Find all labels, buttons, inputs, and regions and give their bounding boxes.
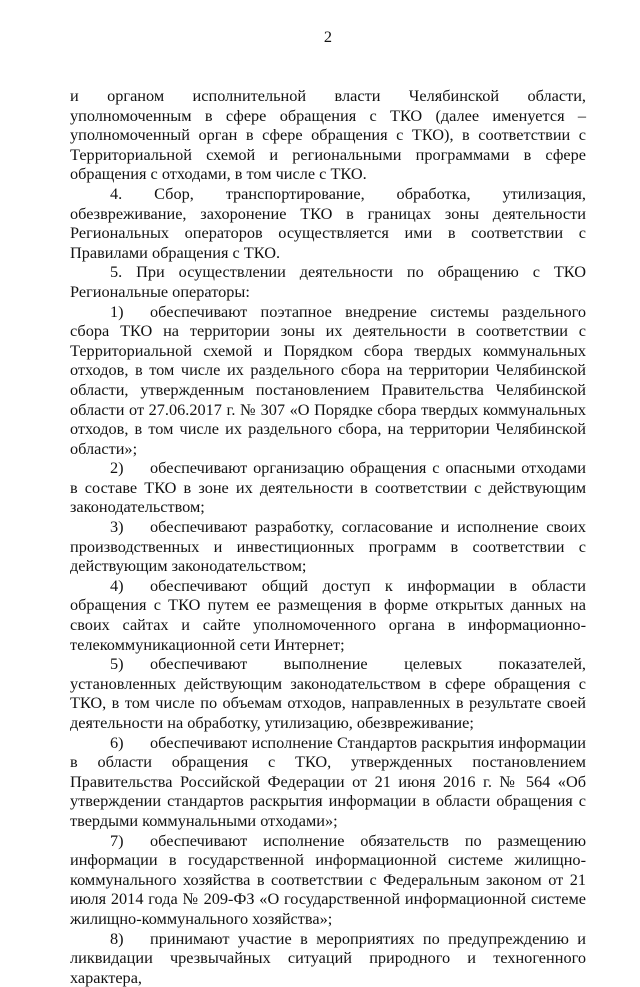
list-item-text: обеспечивают исполнение обязательств по размещению информации в государственной информационной системе жилищно-коммунального хозяйства в соответствии с Федеральным законом от 21 июля 2014 года № 209-ФЗ «О государственной информационной системе жилищно-коммунального хозяйства»; <box>70 830 586 928</box>
paragraph-text: 5. При осуществлении деятельности по обращению с ТКО Региональные операторы: <box>70 262 586 301</box>
list-item-1 <box>70 302 586 459</box>
list-number: 1) <box>110 301 124 321</box>
list-number: 8) <box>110 928 124 948</box>
paragraph-4 <box>70 184 586 262</box>
list-number: 6) <box>110 732 124 752</box>
list-item-text: обеспечивают поэтапное внедрение системы раздельного сбора ТКО на территории зоны их деятельности в соответствии с Территориальной схемой и Порядком сбора твердых коммунальных отходов, в том числе их раздельного сбора на территории Челябинской области, утвержденным постановлением Правительства Челябинской области от 27.06.2017 г. № 307 «О Порядке сбора твердых коммунальных отходов, в том числе их раздельного сбора, на территории Челябинской области»; <box>70 301 586 458</box>
list-number: 4) <box>110 575 124 595</box>
list-number: 3) <box>110 517 124 537</box>
list-item-text: обеспечивают разработку, согласование и исполнение своих производственных и инвестиционных программ в соответствии с действующим законодательством; <box>70 517 586 576</box>
list-item-6 <box>70 733 586 831</box>
list-item-4 <box>70 576 586 654</box>
list-item-2 <box>70 458 586 517</box>
list-item-text: принимают участие в мероприятиях по предупреждению и ликвидации чрезвычайных ситуаций природного и техногенного характера, <box>70 928 586 987</box>
list-item-5 <box>70 654 586 732</box>
paragraph-text: и органом исполнительной власти Челябинской области, уполномоченным в сфере обращения с ТКО (далее именуется – уполномоченный орган в сфере обращения с ТКО), в соответствии с Территориальной схемой и региональными программами в сфере обращения с отходами, в том числе с ТКО. <box>70 86 586 184</box>
paragraph-continuation <box>70 86 586 184</box>
list-item-text: обеспечивают исполнение Стандартов раскрытия информации в области обращения с ТКО, утвержденных постановлением Правительства Российской Федерации от 21 июня 2016 г. № 564 «Об утверждении стандартов раскрытия информации в области обращения с твердыми коммунальными отходами»; <box>70 732 586 830</box>
list-item-7 <box>70 831 586 929</box>
list-item-text: обеспечивают организацию обращения с опасными отходами в составе ТКО в зоне их деятельности в соответствии с действующим законодательством; <box>70 458 586 517</box>
document-body <box>70 86 586 987</box>
list-number: 5) <box>110 654 124 674</box>
list-item-8 <box>70 929 586 987</box>
list-number: 2) <box>110 458 124 478</box>
paragraph-text: 4. Сбор, транспортирование, обработка, утилизация, обезвреживание, захоронение ТКО в границах зоны деятельности Региональных операторов осуществляется ими в соответствии с Правилами обращения с ТКО. <box>70 183 586 262</box>
list-number: 7) <box>110 830 124 850</box>
list-item-3 <box>70 517 586 576</box>
paragraph-5 <box>70 262 586 301</box>
page-number: 2 <box>323 27 333 46</box>
list-item-text: обеспечивают общий доступ к информации в области обращения с ТКО путем ее размещения в форме открытых данных на своих сайтах и сайте уполномоченного органа в информационно-телекоммуникационной сети Интернет; <box>70 575 586 654</box>
list-item-text: обеспечивают выполнение целевых показателей, установленных действующим законодательством в сфере обращения с ТКО, в том числе по объемам отходов, направленных в результате своей деятельности на обработку, утилизацию, обезвреживание; <box>70 654 586 732</box>
